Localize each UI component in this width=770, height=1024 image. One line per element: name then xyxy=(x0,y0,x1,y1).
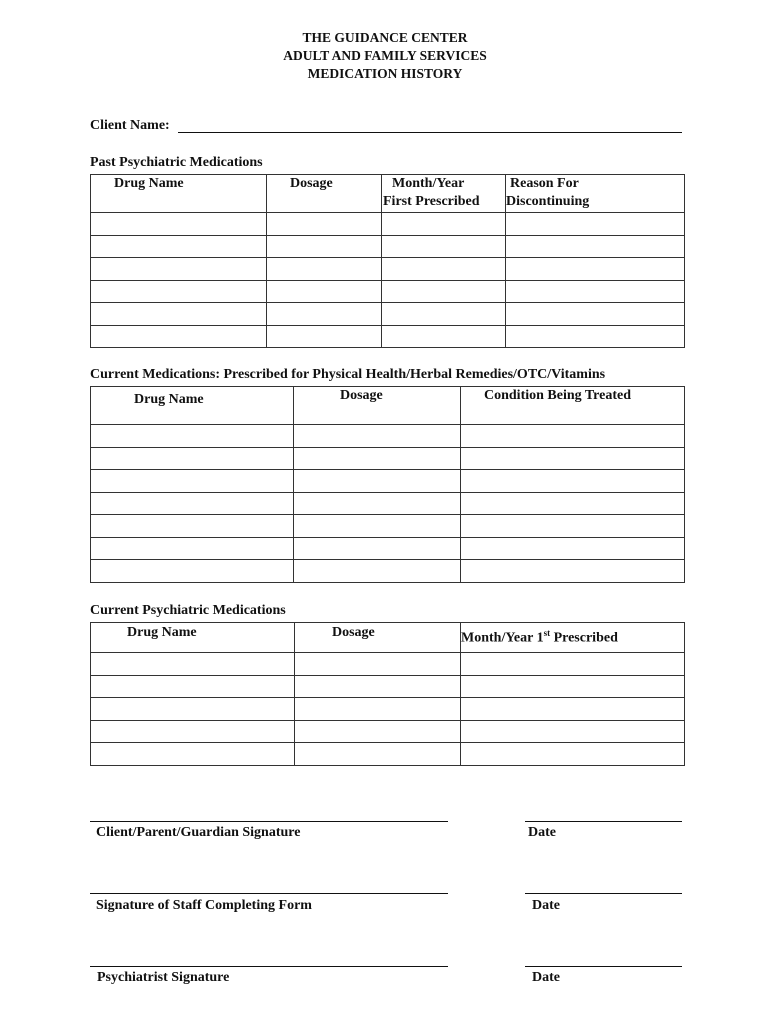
column-header xyxy=(382,175,506,213)
table-cell[interactable] xyxy=(295,743,461,766)
table-cell[interactable] xyxy=(91,235,267,258)
client-name-field[interactable] xyxy=(178,132,682,133)
staff-date-label: Date xyxy=(532,898,560,913)
table-cell[interactable] xyxy=(295,653,461,676)
table-cell[interactable] xyxy=(267,235,382,258)
table-cell[interactable] xyxy=(461,492,685,515)
past-meds-title: Past Psychiatric Medications xyxy=(90,155,263,170)
col-month-year-prescribed xyxy=(461,623,684,648)
psych-meds-title: Current Psychiatric Medications xyxy=(90,603,286,618)
table-cell[interactable] xyxy=(461,743,685,766)
current-meds-table xyxy=(90,386,685,583)
table-row xyxy=(91,470,685,493)
table-cell[interactable] xyxy=(91,425,294,448)
table-cell[interactable] xyxy=(91,743,295,766)
column-header xyxy=(461,623,685,653)
psychiatrist-signature-label: Psychiatrist Signature xyxy=(97,970,230,985)
col-month-year: Month/Year xyxy=(392,176,465,191)
col-discontinuing: Discontinuing xyxy=(506,194,590,209)
column-header xyxy=(267,175,382,213)
table-row xyxy=(91,698,685,721)
table-row xyxy=(91,560,685,583)
header-form-title: MEDICATION HISTORY xyxy=(307,66,463,81)
psychiatrist-date-label: Date xyxy=(532,970,560,985)
table-cell[interactable] xyxy=(91,325,267,348)
table-cell[interactable] xyxy=(91,447,294,470)
psychiatrist-date-line[interactable] xyxy=(525,966,682,967)
table-row xyxy=(91,447,685,470)
table-row xyxy=(91,515,685,538)
table-cell[interactable] xyxy=(91,280,267,303)
table-cell[interactable] xyxy=(91,258,267,281)
column-header xyxy=(91,623,295,653)
table-cell[interactable] xyxy=(91,492,294,515)
table-cell[interactable] xyxy=(461,470,685,493)
table-cell[interactable] xyxy=(294,515,461,538)
col-drug-name: Drug Name xyxy=(114,176,184,191)
col-dosage: Dosage xyxy=(340,388,383,403)
table-cell[interactable] xyxy=(461,425,685,448)
table-cell[interactable] xyxy=(91,213,267,236)
table-row xyxy=(91,235,685,258)
table-cell[interactable] xyxy=(461,515,685,538)
table-cell[interactable] xyxy=(382,280,506,303)
table-cell[interactable] xyxy=(461,675,685,698)
col-drug-name: Drug Name xyxy=(134,392,204,407)
table-cell[interactable] xyxy=(294,447,461,470)
column-header xyxy=(461,387,685,425)
table-cell[interactable] xyxy=(91,653,295,676)
table-cell[interactable] xyxy=(506,303,685,326)
table-cell[interactable] xyxy=(461,653,685,676)
table-cell[interactable] xyxy=(91,720,295,743)
psychiatrist-signature-line[interactable] xyxy=(90,966,448,967)
table-cell[interactable] xyxy=(382,325,506,348)
current-meds-title: Current Medications: Prescribed for Physical Health/Herbal Remedies/OTC/Vitamins xyxy=(90,367,606,382)
col-month-year-text: Month/Year 1 xyxy=(461,630,544,646)
col-ordinal-suffix: st xyxy=(543,628,551,638)
table-row xyxy=(91,425,685,448)
table-row xyxy=(91,258,685,281)
table-cell[interactable] xyxy=(294,492,461,515)
col-drug-name: Drug Name xyxy=(127,625,197,640)
table-cell[interactable] xyxy=(267,280,382,303)
table-cell[interactable] xyxy=(295,675,461,698)
client-date-label: Date xyxy=(528,825,556,840)
table-row xyxy=(91,492,685,515)
table-cell[interactable] xyxy=(461,537,685,560)
col-prescribed-text: Prescribed xyxy=(550,630,618,646)
table-cell[interactable] xyxy=(267,303,382,326)
table-row xyxy=(91,325,685,348)
column-header xyxy=(294,387,461,425)
table-row xyxy=(91,213,685,236)
col-reason-for: Reason For xyxy=(510,176,579,191)
col-condition: Condition Being Treated xyxy=(484,388,632,403)
table-cell[interactable] xyxy=(382,303,506,326)
table-cell[interactable] xyxy=(91,560,294,583)
table-cell[interactable] xyxy=(91,698,295,721)
table-cell[interactable] xyxy=(506,258,685,281)
table-cell[interactable] xyxy=(267,258,382,281)
table-cell[interactable] xyxy=(461,447,685,470)
table-cell[interactable] xyxy=(295,720,461,743)
staff-signature-line[interactable] xyxy=(90,893,448,894)
table-row xyxy=(91,303,685,326)
table-cell[interactable] xyxy=(461,698,685,721)
client-signature-line[interactable] xyxy=(90,821,448,822)
col-first-prescribed: First Prescribed xyxy=(383,194,480,209)
table-cell[interactable] xyxy=(91,515,294,538)
past-meds-table xyxy=(90,174,685,348)
table-row xyxy=(91,653,685,676)
table-row xyxy=(91,720,685,743)
table-row xyxy=(91,280,685,303)
client-date-line[interactable] xyxy=(525,821,682,822)
table-cell[interactable] xyxy=(91,675,295,698)
table-cell[interactable] xyxy=(382,235,506,258)
table-header-row xyxy=(91,387,685,425)
table-cell[interactable] xyxy=(294,537,461,560)
table-cell[interactable] xyxy=(461,560,685,583)
column-header xyxy=(91,175,267,213)
column-header xyxy=(91,387,294,425)
table-cell[interactable] xyxy=(506,235,685,258)
client-name-label: Client Name: xyxy=(90,118,170,133)
table-cell[interactable] xyxy=(267,213,382,236)
table-cell[interactable] xyxy=(382,213,506,236)
staff-signature-label: Signature of Staff Completing Form xyxy=(96,898,312,913)
table-row xyxy=(91,743,685,766)
table-cell[interactable] xyxy=(267,325,382,348)
psych-meds-table xyxy=(90,622,685,766)
table-cell[interactable] xyxy=(382,258,506,281)
table-row xyxy=(91,675,685,698)
table-cell[interactable] xyxy=(506,213,685,236)
table-cell[interactable] xyxy=(506,280,685,303)
table-header-row xyxy=(91,175,685,213)
header-department: ADULT AND FAMILY SERVICES xyxy=(283,48,487,63)
table-row xyxy=(91,537,685,560)
col-dosage: Dosage xyxy=(332,625,375,640)
table-cell[interactable] xyxy=(91,537,294,560)
table-cell[interactable] xyxy=(294,425,461,448)
staff-date-line[interactable] xyxy=(525,893,682,894)
form-header xyxy=(0,29,770,83)
table-cell[interactable] xyxy=(461,720,685,743)
col-dosage: Dosage xyxy=(290,176,333,191)
table-cell[interactable] xyxy=(506,325,685,348)
header-organization: THE GUIDANCE CENTER xyxy=(302,30,468,45)
table-cell[interactable] xyxy=(91,303,267,326)
table-cell[interactable] xyxy=(91,470,294,493)
column-header xyxy=(295,623,461,653)
table-cell[interactable] xyxy=(294,470,461,493)
client-signature-label: Client/Parent/Guardian Signature xyxy=(96,825,301,840)
table-cell[interactable] xyxy=(294,560,461,583)
table-header-row xyxy=(91,623,685,653)
column-header xyxy=(506,175,685,213)
table-cell[interactable] xyxy=(295,698,461,721)
